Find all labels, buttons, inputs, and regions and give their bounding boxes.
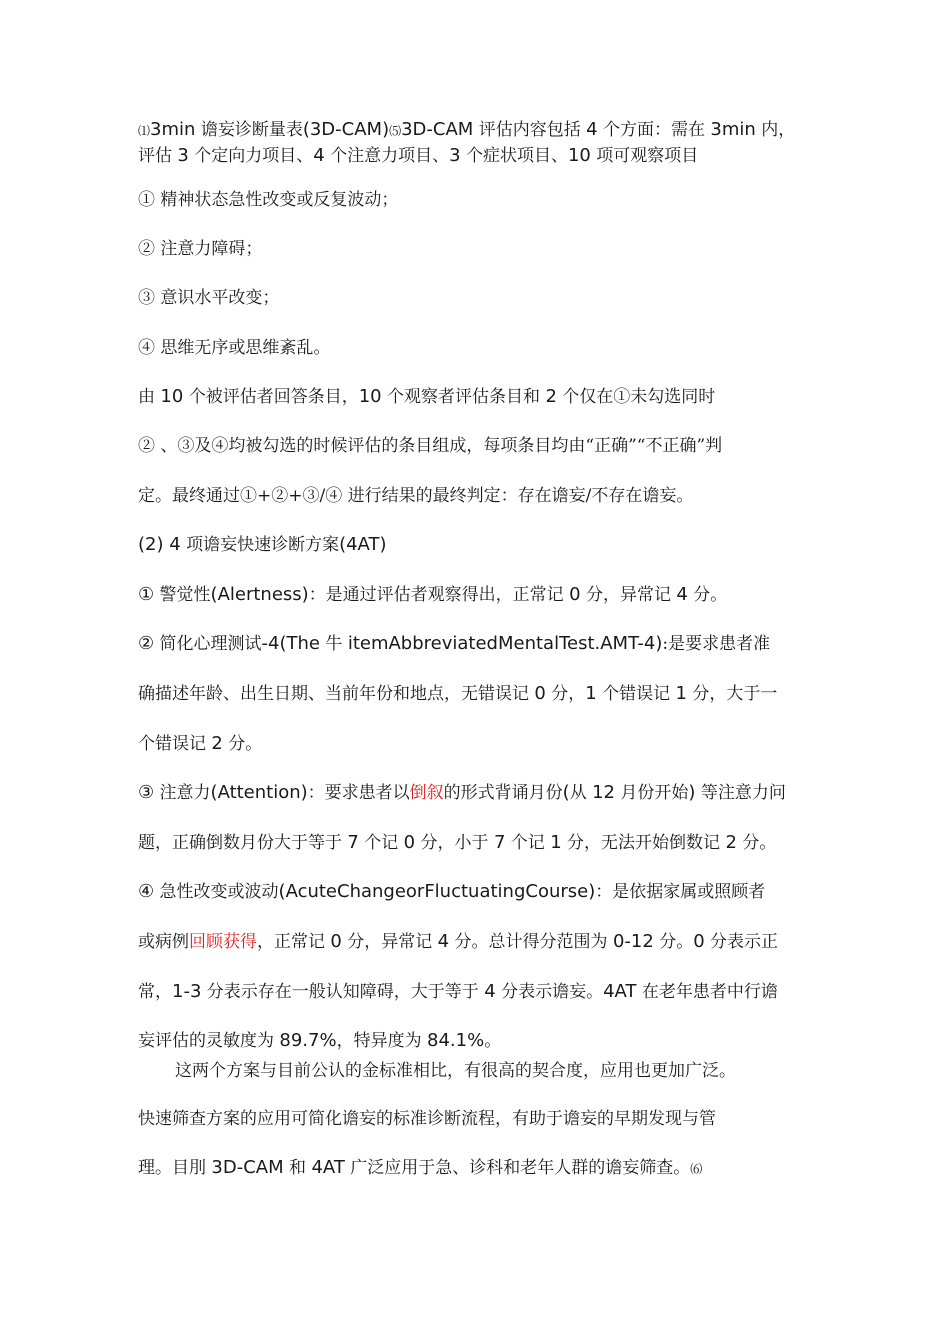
item3-attention-line2: 题，正确倒数月份大于等于 7 个记 0 分，小于 7 个记 1 分，无法开始倒数记 2 分。 xyxy=(138,832,777,853)
section1-paragraph-line1: 由 10 个被评估者回答条目，10 个观察者评估条目和 2 个仅在①未勾选同时 xyxy=(138,386,716,407)
aspect-item: ① 精神状态急性改变或反复波动； xyxy=(138,190,399,210)
citation-mark: ⑸ xyxy=(389,124,402,138)
citation-mark: ⑹ xyxy=(690,1162,703,1176)
item2-amt4-line2: 确描述年龄、出生日期、当前年份和地点，无错误记 0 分，1 个错误记 1 分，大于一 xyxy=(138,683,778,704)
aspect-item: ② 注意力障碍； xyxy=(138,239,263,259)
section2-title: (2) 4 项谵妄快速诊断方案(4AT) xyxy=(138,534,387,555)
item4-acute-change-line3: 常，1-3 分表示存在一般认知障碍，大于等于 4 分表示谵妄。4AT 在老年患者中行谵 xyxy=(138,981,778,1002)
item4-acute-change-line4: 妄评估的灵敏度为 89.7%，特异度为 84.1%。 xyxy=(138,1030,502,1051)
footnote-mark: ⑴ xyxy=(138,124,151,138)
highlighted-text: 回顾获得 xyxy=(189,932,257,952)
section1-paragraph-line2: ② 、③及④均被勾选的时候评估的条目组成，每项条目均由“正确”“不正确”判 xyxy=(138,436,723,456)
aspect-item: ④ 思维无序或思维紊乱。 xyxy=(138,338,331,358)
item4-acute-change-line2: 或病例回顾获得，正常记 0 分，异常记 4 分。总计得分范围为 0-12 分。0 分表示正 xyxy=(138,931,779,952)
section1-title: ⑴3min 谵妄诊断量表(3D-CAM)⑸3D-CAM 评估内容包括 4 个方面：需在 3min 内， xyxy=(138,119,796,140)
item4-acute-change-line1: ④ 急性改变或波动(AcuteChangeorFluctuatingCourse)：是依据家属或照顾者 xyxy=(138,881,766,902)
section1-paragraph-line3: 定。最终通过①+②+③/④ 进行结果的最终判定：存在谵妄/不存在谵妄。 xyxy=(138,486,694,506)
item2-amt4-line1: ② 简化心理测试-4(The 牛 itemAbbreviatedMentalTest.AMT-4):是要求患者准 xyxy=(138,633,771,654)
highlighted-text: 倒叙 xyxy=(409,783,444,803)
item1-alertness: ① 警觉性(Alertness)：是通过评估者观察得出，正常记 0 分，异常记 4 分。 xyxy=(138,584,728,605)
closing-line3: 理。目刖 3D-CAM 和 4AT 广泛应用于急、诊科和老年人群的谵妄筛查。⑹ xyxy=(138,1157,703,1178)
item3-attention-line1: ③ 注意力(Attention)：要求患者以倒叙的形式背诵月份(从 12 月份开始) 等注意力问 xyxy=(138,782,786,803)
item2-amt4-line3: 个错误记 2 分。 xyxy=(138,733,263,754)
closing-line1: 这两个方案与目前公认的金标准相比，有很高的契合度，应用也更加广泛。 xyxy=(175,1061,736,1081)
closing-line2: 快速筛查方案的应用可简化谵妄的标准诊断流程，有助于谵妄的早期发现与管 xyxy=(138,1109,716,1129)
section1-intro-line2: 评估 3 个定向力项目、4 个注意力项目、3 个症状项目、10 项可观察项目 xyxy=(138,145,699,166)
aspect-item: ③ 意识水平改变； xyxy=(138,288,280,308)
